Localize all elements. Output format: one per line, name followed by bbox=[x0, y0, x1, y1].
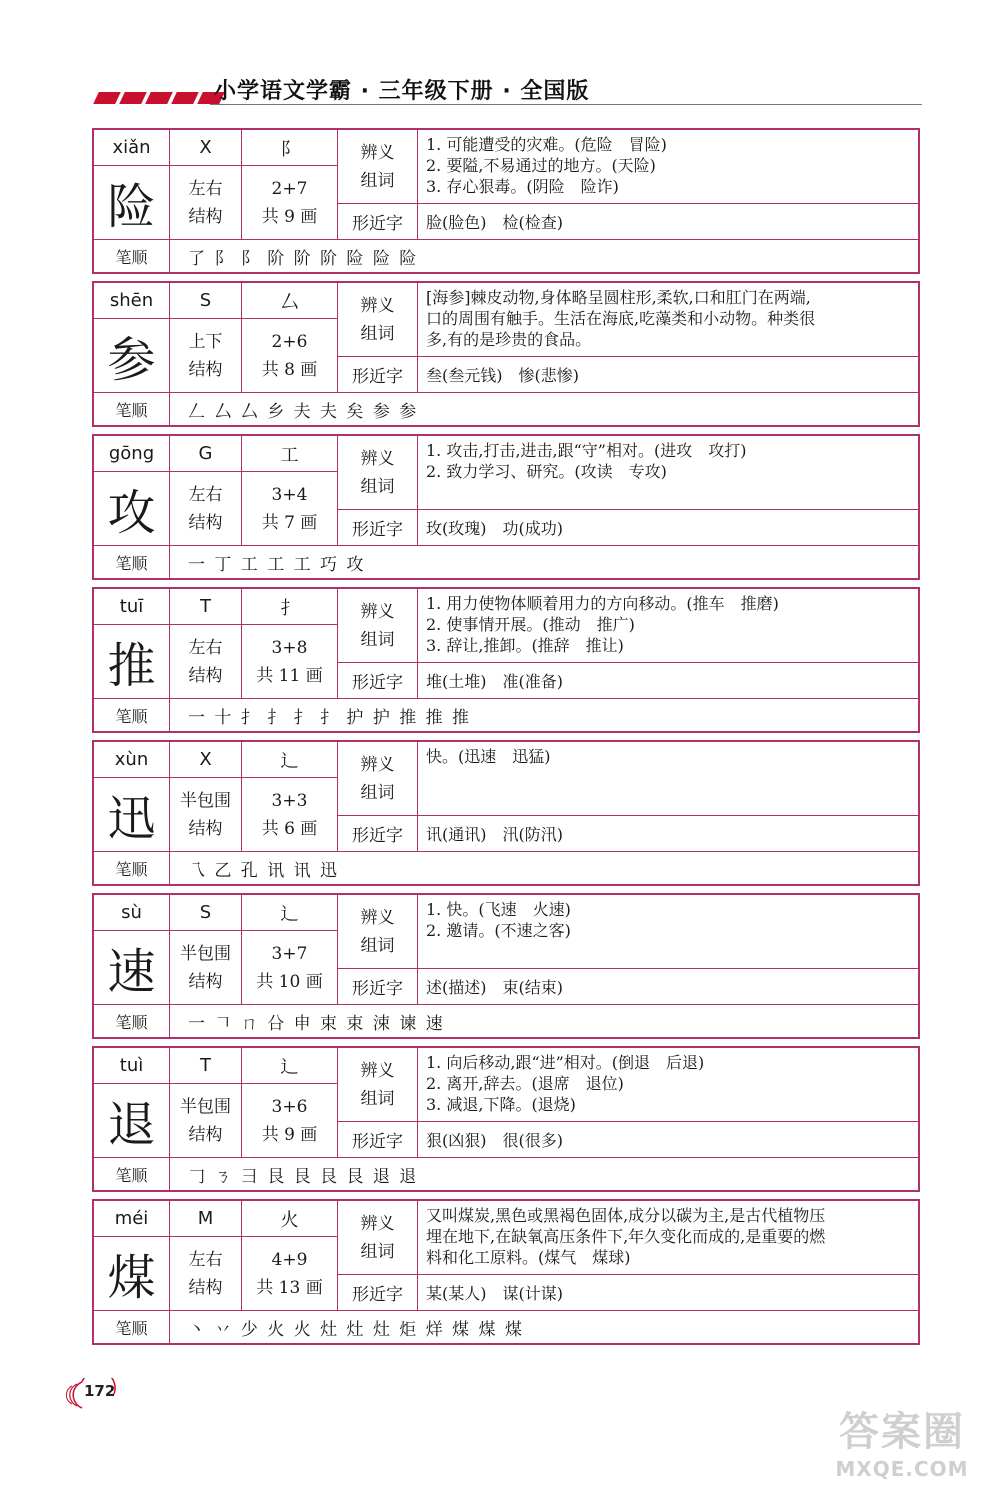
stroke-count bbox=[242, 1237, 338, 1311]
meaning-label-2: 组词 bbox=[360, 170, 395, 191]
pinyin: xiǎn bbox=[94, 130, 170, 166]
structure bbox=[170, 1237, 242, 1311]
definitions bbox=[418, 283, 918, 357]
structure-type: 左右 bbox=[188, 1249, 223, 1270]
meaning-label-1: 辨义 bbox=[360, 448, 395, 469]
similar-characters: 玫(玫瑰) 功(成功) bbox=[418, 510, 918, 546]
similar-characters: 某(某人) 谋(计谋) bbox=[418, 1275, 918, 1311]
structure-suffix: 结构 bbox=[188, 1124, 223, 1145]
pinyin: gōng bbox=[94, 436, 170, 472]
stroke-total: 共 9 画 bbox=[261, 206, 318, 227]
stroke-total: 共 8 画 bbox=[261, 359, 318, 380]
stroke-order-label: 笔顺 bbox=[94, 699, 170, 731]
character-entry bbox=[92, 1046, 920, 1192]
stroke-count bbox=[242, 625, 338, 699]
meaning-label-2: 组词 bbox=[360, 629, 395, 650]
radical: 工 bbox=[242, 436, 338, 472]
structure-suffix: 结构 bbox=[188, 1277, 223, 1298]
definition-line: 2. 邀请。(不速之客) bbox=[426, 921, 571, 940]
stroke-total: 共 6 画 bbox=[261, 818, 318, 839]
stroke-order: 一 十 扌 扌 扌 扌 护 护 推 推 推 bbox=[188, 707, 472, 728]
meaning-label bbox=[338, 589, 418, 663]
meaning-label-1: 辨义 bbox=[360, 142, 395, 163]
stroke-order-label: 笔顺 bbox=[94, 1005, 170, 1037]
index-letter: S bbox=[170, 895, 242, 931]
stroke-total: 共 13 画 bbox=[256, 1277, 323, 1298]
definitions bbox=[418, 130, 918, 204]
index-letter: M bbox=[170, 1201, 242, 1237]
stroke-order-label: 笔顺 bbox=[94, 1158, 170, 1190]
definitions bbox=[418, 742, 918, 816]
definition-line: 又叫煤炭,黑色或黑褐色固体,成分以碳为主,是古代植物压 bbox=[426, 1206, 826, 1225]
radical: 阝 bbox=[242, 130, 338, 166]
pinyin: shēn bbox=[94, 283, 170, 319]
meaning-label-2: 组词 bbox=[360, 323, 395, 344]
stroke-count bbox=[242, 166, 338, 240]
stroke-order-label: 笔顺 bbox=[94, 546, 170, 578]
similar-label: 形近字 bbox=[338, 1122, 418, 1158]
stroke-order: 一 丁 工 工 工 巧 攻 bbox=[188, 554, 366, 575]
character-entry bbox=[92, 128, 920, 274]
meaning-label bbox=[338, 436, 418, 510]
character-entry bbox=[92, 587, 920, 733]
header-rule bbox=[210, 104, 922, 105]
meaning-label-1: 辨义 bbox=[360, 754, 395, 775]
meaning-label-1: 辨义 bbox=[360, 295, 395, 316]
watermark-top: 答案圈 bbox=[839, 1409, 965, 1455]
character-entry bbox=[92, 740, 920, 886]
stroke-formula: 2+7 bbox=[271, 178, 308, 199]
stroke-formula: 3+3 bbox=[271, 790, 308, 811]
meaning-label bbox=[338, 742, 418, 816]
definition-line: 3. 减退,下降。(退烧) bbox=[426, 1095, 576, 1114]
stroke-total: 共 10 画 bbox=[256, 971, 323, 992]
definition-line: 2. 使事情开展。(推动 推广) bbox=[426, 615, 635, 634]
similar-label: 形近字 bbox=[338, 816, 418, 852]
similar-label: 形近字 bbox=[338, 663, 418, 699]
stroke-formula: 3+8 bbox=[271, 637, 308, 658]
meaning-label-2: 组词 bbox=[360, 476, 395, 497]
stroke-count bbox=[242, 1084, 338, 1158]
radical: 扌 bbox=[242, 589, 338, 625]
similar-characters: 讯(通讯) 汛(防汛) bbox=[418, 816, 918, 852]
character: 攻 bbox=[94, 472, 170, 546]
radical: 厶 bbox=[242, 283, 338, 319]
watermark bbox=[812, 1400, 992, 1480]
structure bbox=[170, 778, 242, 852]
watermark-bottom: MXQE.COM bbox=[835, 1457, 969, 1481]
meaning-label-1: 辨义 bbox=[360, 601, 395, 622]
structure-type: 半包围 bbox=[180, 790, 231, 811]
similar-label: 形近字 bbox=[338, 969, 418, 1005]
radical: 辶 bbox=[242, 742, 338, 778]
character-entry bbox=[92, 434, 920, 580]
meaning-label-2: 组词 bbox=[360, 1088, 395, 1109]
stroke-order-label: 笔顺 bbox=[94, 852, 170, 884]
stroke-formula: 3+4 bbox=[271, 484, 308, 505]
index-letter: S bbox=[170, 283, 242, 319]
definitions bbox=[418, 1201, 918, 1275]
stroke-formula: 3+7 bbox=[271, 943, 308, 964]
meaning-label-1: 辨义 bbox=[360, 907, 395, 928]
character: 迅 bbox=[94, 778, 170, 852]
definitions bbox=[418, 895, 918, 969]
page-number-badge bbox=[64, 1378, 120, 1410]
definition-line: [海参]棘皮动物,身体略呈圆柱形,柔软,口和肛门在两端, bbox=[426, 288, 811, 307]
definition-line: 2. 要隘,不易通过的地方。(天险) bbox=[426, 156, 656, 175]
meaning-label bbox=[338, 130, 418, 204]
structure-type: 左右 bbox=[188, 178, 223, 199]
stroke-count bbox=[242, 472, 338, 546]
meaning-label bbox=[338, 1201, 418, 1275]
stroke-order-label: 笔顺 bbox=[94, 240, 170, 272]
pinyin: méi bbox=[94, 1201, 170, 1237]
stroke-count bbox=[242, 319, 338, 393]
definition-line: 快。(迅速 迅猛) bbox=[426, 747, 551, 766]
header-stripes bbox=[96, 92, 222, 104]
structure-suffix: 结构 bbox=[188, 359, 223, 380]
meaning-label bbox=[338, 1048, 418, 1122]
similar-characters: 脸(脸色) 检(检查) bbox=[418, 204, 918, 240]
structure-suffix: 结构 bbox=[188, 665, 223, 686]
structure-suffix: 结构 bbox=[188, 971, 223, 992]
radical: 火 bbox=[242, 1201, 338, 1237]
similar-label: 形近字 bbox=[338, 204, 418, 240]
structure bbox=[170, 166, 242, 240]
similar-characters: 叁(叁元钱) 惨(悲惨) bbox=[418, 357, 918, 393]
pinyin: xùn bbox=[94, 742, 170, 778]
pinyin: tuī bbox=[94, 589, 170, 625]
meaning-label-2: 组词 bbox=[360, 782, 395, 803]
stroke-order: 𠃌 ㄋ 彐 艮 艮 艮 艮 退 退 bbox=[188, 1166, 419, 1187]
definition-line: 1. 攻击,打击,进击,跟“守”相对。(进攻 攻打) bbox=[426, 441, 747, 460]
structure bbox=[170, 1084, 242, 1158]
index-letter: T bbox=[170, 1048, 242, 1084]
definitions bbox=[418, 436, 918, 510]
definition-line: 3. 存心狠毒。(阴险 险诈) bbox=[426, 177, 619, 196]
page-number: 172 bbox=[84, 1382, 116, 1400]
radical: 辶 bbox=[242, 895, 338, 931]
meaning-label-1: 辨义 bbox=[360, 1060, 395, 1081]
stroke-total: 共 11 画 bbox=[256, 665, 323, 686]
stroke-formula: 2+6 bbox=[271, 331, 308, 352]
radical: 辶 bbox=[242, 1048, 338, 1084]
definitions bbox=[418, 1048, 918, 1122]
stroke-order: 了 阝 阝 阶 阶 阶 险 险 险 bbox=[188, 248, 419, 269]
meaning-label-2: 组词 bbox=[360, 1241, 395, 1262]
meaning-label bbox=[338, 283, 418, 357]
stroke-order: 乁 乙 孔 讯 讯 迅 bbox=[188, 860, 340, 881]
similar-label: 形近字 bbox=[338, 357, 418, 393]
stroke-total: 共 7 画 bbox=[261, 512, 318, 533]
definition-line: 2. 致力学习、研究。(攻读 专攻) bbox=[426, 462, 667, 481]
structure-type: 左右 bbox=[188, 637, 223, 658]
structure bbox=[170, 472, 242, 546]
stroke-count bbox=[242, 778, 338, 852]
pinyin: tuì bbox=[94, 1048, 170, 1084]
structure bbox=[170, 931, 242, 1005]
definition-line: 1. 可能遭受的灾难。(危险 冒险) bbox=[426, 135, 667, 154]
definition-line: 料和化工原料。(煤气 煤球) bbox=[426, 1248, 631, 1267]
character-entry bbox=[92, 281, 920, 427]
similar-label: 形近字 bbox=[338, 510, 418, 546]
character: 速 bbox=[94, 931, 170, 1005]
stroke-order: 丶 丷 少 火 火 灶 灶 灶 炬 烊 煤 煤 煤 bbox=[188, 1319, 524, 1340]
character-entry bbox=[92, 893, 920, 1039]
character: 参 bbox=[94, 319, 170, 393]
meaning-label bbox=[338, 895, 418, 969]
similar-label: 形近字 bbox=[338, 1275, 418, 1311]
stroke-formula: 4+9 bbox=[271, 1249, 308, 1270]
definition-line: 埋在地下,在缺氧高压条件下,年久变化而成的,是重要的燃 bbox=[426, 1227, 826, 1246]
stroke-formula: 3+6 bbox=[271, 1096, 308, 1117]
character: 险 bbox=[94, 166, 170, 240]
structure-type: 上下 bbox=[188, 331, 223, 352]
stroke-count bbox=[242, 931, 338, 1005]
index-letter: X bbox=[170, 742, 242, 778]
book-title: 小学语文学霸 · 三年级下册 · 全国版 bbox=[214, 79, 590, 104]
definition-line: 口的周围有触手。生活在海底,吃藻类和小动物。种类很 bbox=[426, 309, 816, 328]
definition-line: 1. 用力使物体顺着用力的方向移动。(推车 推磨) bbox=[426, 594, 779, 613]
definition-line: 多,有的是珍贵的食品。 bbox=[426, 330, 592, 349]
definition-line: 3. 辞让,推卸。(推辞 推让) bbox=[426, 636, 624, 655]
page-header bbox=[0, 66, 1000, 110]
definition-line: 1. 快。(飞速 火速) bbox=[426, 900, 571, 919]
similar-characters: 述(描述) 束(结束) bbox=[418, 969, 918, 1005]
pinyin: sù bbox=[94, 895, 170, 931]
structure-suffix: 结构 bbox=[188, 818, 223, 839]
structure bbox=[170, 319, 242, 393]
structure bbox=[170, 625, 242, 699]
stroke-order-label: 笔顺 bbox=[94, 1311, 170, 1343]
similar-characters: 狠(凶狠) 很(很多) bbox=[418, 1122, 918, 1158]
index-letter: T bbox=[170, 589, 242, 625]
definitions bbox=[418, 589, 918, 663]
index-letter: X bbox=[170, 130, 242, 166]
structure-type: 左右 bbox=[188, 484, 223, 505]
character-entries bbox=[92, 128, 920, 1345]
stroke-order: 一 𠃍 ㄇ 㕣 申 束 束 涑 谏 速 bbox=[188, 1013, 445, 1034]
stroke-order: 𠃋 厶 厶 乡 夫 夫 矣 参 参 bbox=[188, 401, 419, 422]
meaning-label-2: 组词 bbox=[360, 935, 395, 956]
structure-type: 半包围 bbox=[180, 1096, 231, 1117]
similar-characters: 堆(土堆) 准(准备) bbox=[418, 663, 918, 699]
structure-suffix: 结构 bbox=[188, 206, 223, 227]
definition-line: 1. 向后移动,跟“进”相对。(倒退 后退) bbox=[426, 1053, 705, 1072]
index-letter: G bbox=[170, 436, 242, 472]
structure-suffix: 结构 bbox=[188, 512, 223, 533]
character-entry bbox=[92, 1199, 920, 1345]
character: 煤 bbox=[94, 1237, 170, 1311]
stroke-order-label: 笔顺 bbox=[94, 393, 170, 425]
definition-line: 2. 离开,辞去。(退席 退位) bbox=[426, 1074, 624, 1093]
character: 退 bbox=[94, 1084, 170, 1158]
meaning-label-1: 辨义 bbox=[360, 1213, 395, 1234]
stroke-total: 共 9 画 bbox=[261, 1124, 318, 1145]
character: 推 bbox=[94, 625, 170, 699]
structure-type: 半包围 bbox=[180, 943, 231, 964]
